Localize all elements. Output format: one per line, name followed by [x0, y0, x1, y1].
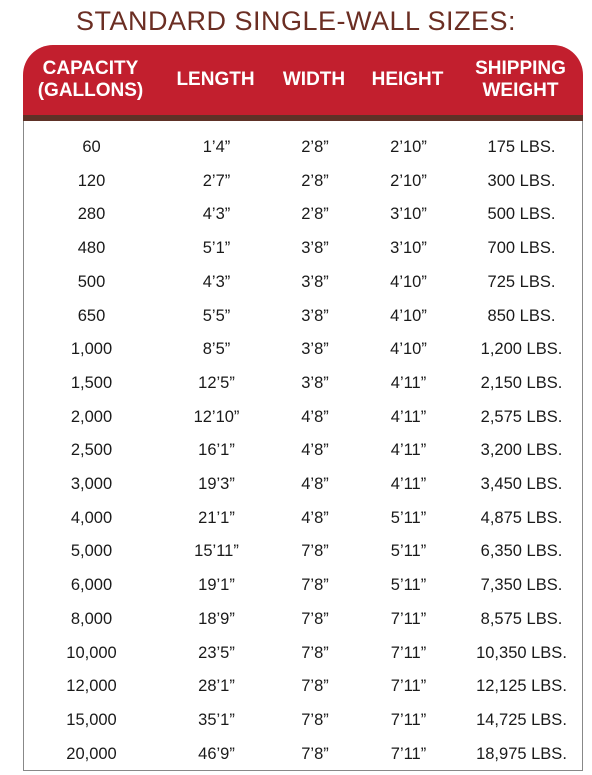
- cell-height: 7’11”: [390, 744, 427, 763]
- cell-height: 4’10”: [390, 306, 427, 325]
- cell-capacity: 650: [77, 306, 106, 325]
- cell-width: 2’8”: [301, 138, 329, 156]
- cell-height: 3’10”: [390, 239, 427, 258]
- table-row: [24, 738, 582, 772]
- cell-length: 21’1”: [198, 508, 235, 527]
- cell-capacity: 20,000: [66, 744, 117, 763]
- cell-capacity: 3,000: [70, 475, 113, 493]
- cell-capacity: 1,000: [70, 340, 113, 359]
- cell-weight: 1,200 LBS.: [480, 340, 563, 359]
- cell-height: 7’11”: [390, 677, 427, 696]
- cell-width: 2’8”: [301, 171, 329, 190]
- cell-width: 7’8”: [301, 609, 329, 628]
- table-row: [24, 232, 582, 266]
- cell-weight: 12,125 LBS.: [476, 677, 567, 696]
- table-row: [24, 367, 582, 401]
- cell-length: 1’4”: [202, 138, 231, 156]
- cell-height: 4’10”: [390, 272, 427, 291]
- cell-weight: 300 LBS.: [487, 171, 556, 190]
- cell-weight: 700 LBS.: [487, 239, 556, 258]
- cell-width: 3’8”: [301, 373, 329, 392]
- cell-capacity: 5,000: [70, 542, 113, 561]
- cell-width: 4’8”: [301, 475, 329, 493]
- cell-length: 5’1”: [202, 239, 231, 258]
- table-row: [24, 670, 582, 704]
- cell-capacity: 480: [77, 239, 106, 258]
- cell-width: 3’8”: [301, 340, 329, 359]
- cell-weight: 725 LBS.: [487, 272, 556, 291]
- table-body: [23, 121, 583, 771]
- cell-height: 3’10”: [390, 205, 427, 224]
- header-length: LENGTH: [176, 69, 255, 90]
- cell-length: 4’3”: [202, 272, 231, 291]
- header-shipping-weight: SHIPPING WEIGHT: [475, 58, 566, 101]
- cell-capacity: 2,000: [70, 407, 113, 426]
- table-header: [23, 45, 583, 121]
- cell-weight: 3,200 LBS.: [480, 441, 563, 460]
- page-title: STANDARD SINGLE-WALL SIZES:: [75, 6, 517, 36]
- cell-weight: 500 LBS.: [487, 205, 556, 224]
- cell-weight: 8,575 LBS.: [480, 609, 563, 628]
- cell-weight: 175 LBS.: [487, 138, 556, 156]
- cell-width: 7’8”: [301, 677, 329, 696]
- table-row: [24, 637, 582, 671]
- cell-capacity: 15,000: [66, 710, 117, 729]
- cell-weight: 18,975 LBS.: [476, 744, 567, 763]
- table-row: [24, 198, 582, 232]
- cell-height: 7’11”: [390, 710, 427, 729]
- table-row: [24, 569, 582, 603]
- cell-capacity: 60: [82, 138, 101, 156]
- cell-capacity: 4,000: [70, 508, 113, 527]
- cell-capacity: 120: [77, 171, 106, 190]
- cell-width: 3’8”: [301, 306, 329, 325]
- cell-width: 7’8”: [301, 643, 329, 662]
- cell-height: 5’11”: [390, 508, 427, 527]
- table-row: [24, 165, 582, 199]
- table-row: [24, 434, 582, 468]
- cell-weight: 7,350 LBS.: [480, 576, 563, 595]
- table-row: [24, 131, 582, 165]
- cell-width: 3’8”: [301, 272, 329, 291]
- cell-width: 7’8”: [301, 576, 329, 595]
- cell-capacity: 8,000: [70, 609, 113, 628]
- cell-length: 23’5”: [198, 643, 235, 662]
- table-row: [24, 603, 582, 637]
- cell-weight: 2,575 LBS.: [480, 407, 563, 426]
- cell-height: 7’11”: [390, 643, 427, 662]
- cell-length: 12’10”: [193, 407, 240, 426]
- cell-width: 2’8”: [301, 205, 329, 224]
- table-row: [24, 266, 582, 300]
- cell-width: 4’8”: [301, 508, 329, 527]
- cell-height: 2’10”: [390, 171, 427, 190]
- header-height: HEIGHT: [371, 69, 444, 90]
- cell-height: 4’11”: [390, 373, 427, 392]
- cell-capacity: 1,500: [70, 373, 113, 392]
- cell-weight: 2,150 LBS.: [480, 373, 563, 392]
- cell-length: 16’1”: [198, 441, 235, 460]
- table-row: [24, 704, 582, 738]
- cell-capacity: 280: [77, 205, 106, 224]
- cell-width: 7’8”: [301, 710, 329, 729]
- cell-weight: 14,725 LBS.: [476, 710, 567, 729]
- header-width: WIDTH: [282, 69, 346, 90]
- cell-height: 5’11”: [390, 576, 427, 595]
- cell-height: 7’11”: [390, 609, 427, 628]
- table-row: [24, 468, 582, 502]
- cell-height: 4’10”: [390, 340, 427, 359]
- table-row: [24, 401, 582, 435]
- cell-height: 4’11”: [390, 407, 427, 426]
- cell-width: 7’8”: [301, 542, 329, 561]
- cell-weight: 850 LBS.: [487, 306, 556, 325]
- cell-weight: 4,875 LBS.: [480, 508, 563, 527]
- cell-capacity: 500: [77, 272, 106, 291]
- cell-width: 4’8”: [301, 441, 329, 460]
- cell-height: 2’10”: [390, 138, 427, 156]
- table-row: [24, 535, 582, 569]
- cell-capacity: 12,000: [66, 677, 117, 696]
- cell-capacity: 6,000: [70, 576, 113, 595]
- cell-width: 3’8”: [301, 239, 329, 258]
- table-row: [24, 300, 582, 334]
- cell-width: 4’8”: [301, 407, 329, 426]
- cell-weight: 10,350 LBS.: [476, 643, 567, 662]
- cell-length: 28’1”: [198, 677, 235, 696]
- cell-height: 4’11”: [390, 441, 427, 460]
- cell-capacity: 10,000: [66, 643, 117, 662]
- cell-length: 19’1”: [198, 576, 235, 595]
- cell-length: 18’9”: [198, 609, 235, 628]
- cell-length: 35’1”: [198, 710, 235, 729]
- table-row: [24, 502, 582, 536]
- cell-height: 5’11”: [390, 542, 427, 561]
- cell-height: 4’11”: [390, 475, 427, 493]
- cell-length: 12’5”: [198, 373, 235, 392]
- cell-length: 4’3”: [202, 205, 231, 224]
- cell-length: 2’7”: [202, 171, 231, 190]
- cell-length: 15’11”: [194, 542, 239, 561]
- cell-width: 7’8”: [301, 744, 329, 763]
- table-row: [24, 333, 582, 367]
- cell-weight: 3,450 LBS.: [480, 475, 563, 493]
- cell-length: 5’5”: [202, 306, 231, 325]
- cell-length: 19’3”: [198, 475, 235, 493]
- cell-weight: 6,350 LBS.: [480, 542, 563, 561]
- cell-capacity: 2,500: [70, 441, 113, 460]
- header-capacity: CAPACITY (GALLONS): [37, 58, 144, 101]
- cell-length: 8’5”: [202, 340, 231, 359]
- cell-length: 46’9”: [198, 744, 235, 763]
